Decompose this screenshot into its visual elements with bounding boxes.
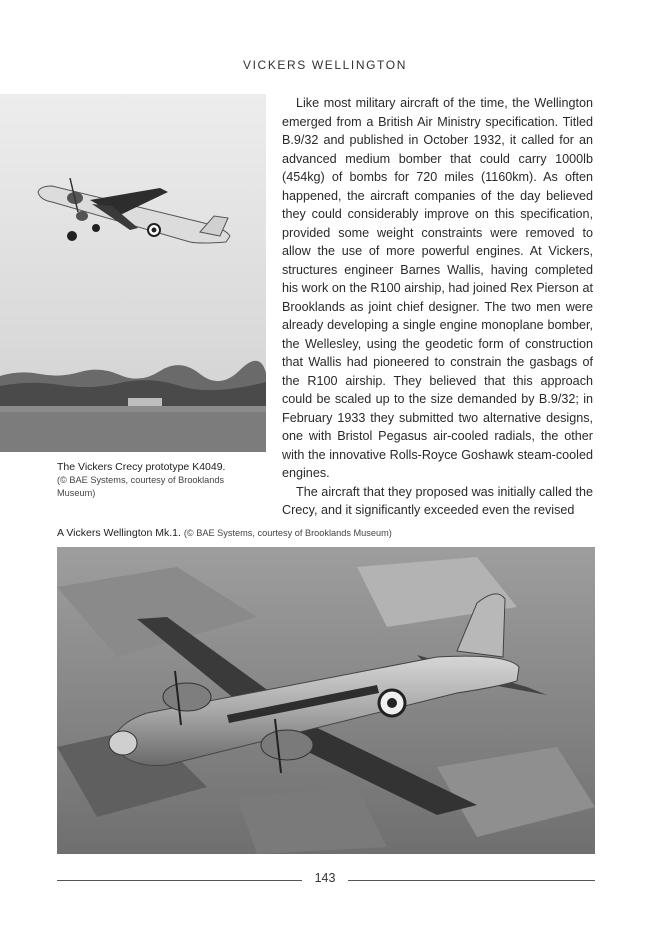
wellington-mk1-photo	[57, 547, 595, 854]
bottom-photo-caption	[57, 527, 597, 539]
top-caption-credit: (© BAE Systems, courtesy of Brooklands Museum)	[57, 475, 225, 498]
top-caption-title: The Vickers Crecy prototype K4049.	[57, 461, 226, 473]
body-text	[282, 94, 593, 520]
paragraph: The aircraft that they proposed was initially called the Crecy, and it significantly exceeded even the revised	[282, 484, 593, 517]
bottom-caption-title: A Vickers Wellington Mk.1.	[57, 527, 181, 539]
top-photo-caption	[57, 461, 262, 500]
crecy-prototype-photo	[0, 94, 266, 452]
page-number: 143	[314, 871, 336, 885]
paragraph: Like most military aircraft of the time, the Wellington emerged from a British Air Ministry specification. Titled B.9/32 and published in October 1932, it called for an advanced medium bomber that could carry 1000lb (454kg) of bombs for 720 miles (1160km). As often happened, the aircraft companies of the day believed they could considerably improve on this specification, provided some weight constraints were removed to allow the use of more powerful engines. At Vickers, structures engineer Barnes Wallis, having completed his work on the R100 airship, had joined Rex Pierson at Brooklands as joint chief designer. The two men were already developing a single engine monoplane bomber, the Wellesley, using the geodetic form of construction that Wallis had pioneered to constrain the gasbags of the R100 airship. They believed that this approach could be scaled up to the size demanded by B.9/32; in February 1933 they submitted two alternative designs, one with Bristol Pegasus air-cooled radials, the other with the innovative Rolls-Royce Goshawk steam-cooled engines.	[282, 96, 593, 480]
running-head: VICKERS WELLINGTON	[243, 58, 407, 72]
bottom-caption-credit: (© BAE Systems, courtesy of Brooklands Museum)	[183, 528, 392, 538]
footer-rule-right	[348, 880, 595, 881]
